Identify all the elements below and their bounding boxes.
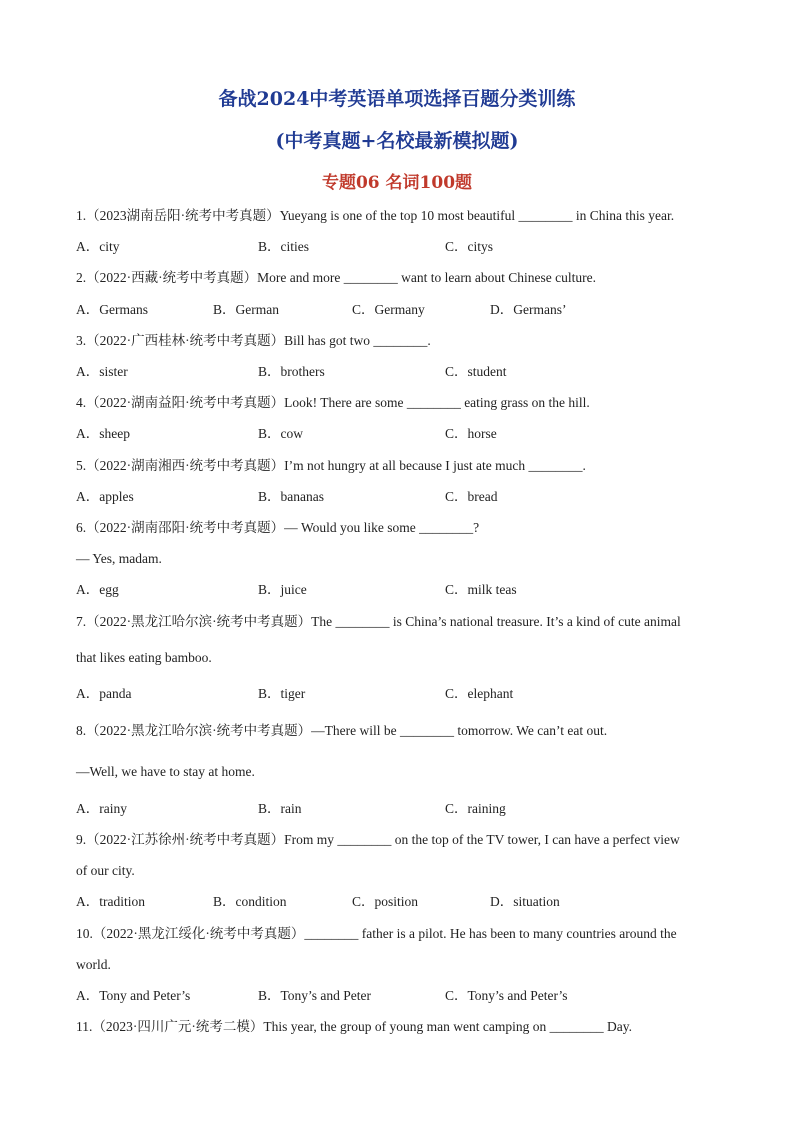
question-2-option-a: A．Germans xyxy=(76,302,148,317)
question-1-option-a: A．city xyxy=(76,239,120,254)
question-2-option-b: B．German xyxy=(213,302,279,317)
topic-heading: 专题06 名词100题 xyxy=(321,173,473,193)
question-6-option-b: B．juice xyxy=(258,582,307,597)
question-3-option-b: B．brothers xyxy=(258,364,325,379)
question-2-stem: 2.（2022·西藏·统考中考真题）More and more ________ want to learn about Chinese culture. xyxy=(76,270,597,285)
question-7-stem-cont: that likes eating bamboo. xyxy=(76,650,212,665)
question-1-option-c: C．citys xyxy=(445,239,494,254)
question-9-option-a: A．tradition xyxy=(76,894,145,909)
question-3-stem: 3.（2022·广西桂林·统考中考真题）Bill has got two ________. xyxy=(76,333,431,348)
question-9-stem-cont: of our city. xyxy=(76,863,135,878)
question-5-option-b: B．bananas xyxy=(258,489,324,504)
question-7-option-a: A．panda xyxy=(76,686,132,701)
question-1-option-b: B．cities xyxy=(258,239,309,254)
question-5-stem: 5.（2022·湖南湘西·统考中考真题）I’m not hungry at all because I just ate much ________. xyxy=(76,458,586,473)
question-10-stem-cont: world. xyxy=(76,957,111,972)
question-3-option-c: C．student xyxy=(445,364,507,379)
question-7-option-c: C．elephant xyxy=(445,686,514,701)
document-subtitle: (中考真题+名校最新模拟题) xyxy=(275,130,519,152)
question-10-option-a: A．Tony and Peter’s xyxy=(76,988,191,1003)
question-10-option-c: C．Tony’s and Peter’s xyxy=(445,988,568,1003)
document-title: 备战2024中考英语单项选择百题分类训练 xyxy=(218,88,576,110)
question-5-option-c: C．bread xyxy=(445,489,498,504)
question-9-option-c: C．position xyxy=(352,894,419,909)
question-11-stem: 11.（2023·四川广元·统考二模）This year, the group of young man went camping on ________ Day. xyxy=(76,1019,632,1034)
question-8-option-c: C．raining xyxy=(445,801,506,816)
question-2-option-d: D．Germans’ xyxy=(490,302,567,317)
question-9-option-d: D．situation xyxy=(490,894,560,909)
question-8-option-a: A．rainy xyxy=(76,801,127,816)
question-9-stem: 9.（2022·江苏徐州·统考中考真题）From my ________ on the top of the TV tower, I can have a perfect view xyxy=(76,832,680,847)
question-4-option-b: B．cow xyxy=(258,426,303,441)
question-6-stem: 6.（2022·湖南邵阳·统考中考真题）— Would you like some ________? xyxy=(76,520,480,535)
question-4-option-a: A．sheep xyxy=(76,426,130,441)
question-6-option-a: A．egg xyxy=(76,582,119,597)
question-4-stem: 4.（2022·湖南益阳·统考中考真题）Look! There are some ________ eating grass on the hill. xyxy=(76,395,590,410)
question-5-option-a: A．apples xyxy=(76,489,134,504)
question-2-option-c: C．Germany xyxy=(352,302,425,317)
question-7-option-b: B．tiger xyxy=(258,686,306,701)
question-10-stem: 10.（2022·黑龙江绥化·统考中考真题）________ father is a pilot. He has been to many countries around the xyxy=(76,926,677,941)
question-8-stem: 8.（2022·黑龙江哈尔滨·统考中考真题）—There will be ________ tomorrow. We can’t eat out. xyxy=(76,723,608,738)
question-8-option-b: B．rain xyxy=(258,801,302,816)
question-1-stem: 1.（2023湖南岳阳·统考中考真题）Yueyang is one of the top 10 most beautiful ________ in China this year. xyxy=(76,208,675,223)
question-7-stem: 7.（2022·黑龙江哈尔滨·统考中考真题）The ________ is China’s national treasure. It’s a kind of cute animal xyxy=(76,614,681,629)
question-9-option-b: B．condition xyxy=(213,894,287,909)
question-8-stem-cont: —Well, we have to stay at home. xyxy=(76,764,255,779)
question-3-option-a: A．sister xyxy=(76,364,128,379)
question-6-stem-cont: — Yes, madam. xyxy=(76,551,162,566)
question-6-option-c: C．milk teas xyxy=(445,582,517,597)
question-4-option-c: C．horse xyxy=(445,426,497,441)
question-10-option-b: B．Tony’s and Peter xyxy=(258,988,372,1003)
